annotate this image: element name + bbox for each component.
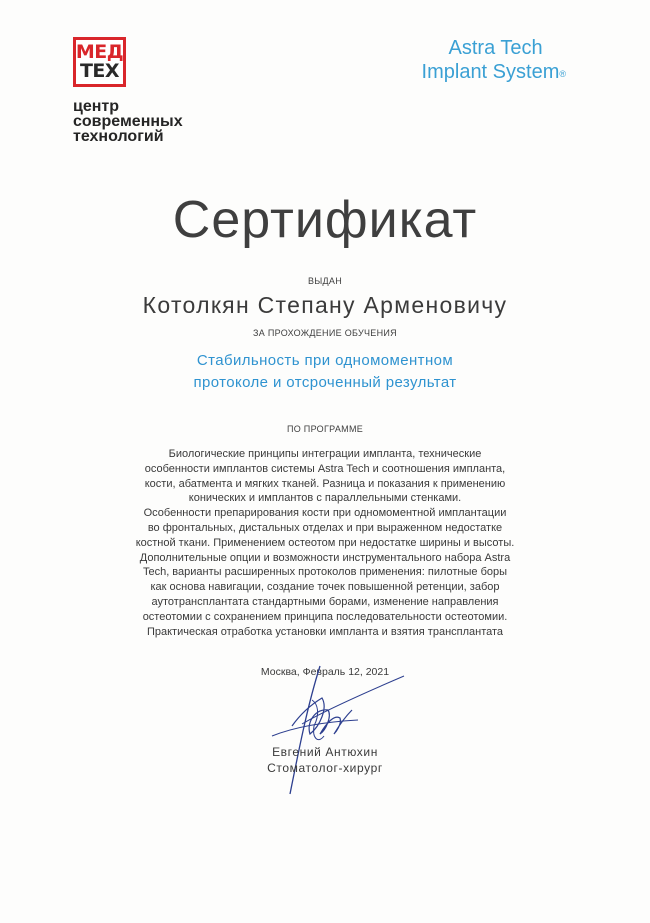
logo-text-tex: ТЕХ	[79, 60, 120, 82]
program-label: ПО ПРОГРАММЕ	[286, 424, 364, 434]
registered-mark: ®	[559, 69, 566, 79]
program-description: Биологические принципы интеграции импланта, технические особенности имплантов системы Astra Tech и соотношения импланта, кости, абатмента и мягких тканей. Разница и показания к применению конических и имплантов с параллельными стенками. Особенности препарирования кости при одномоментной имплантации во фронтальных, дистальных отделах и при выраженном недостатке костной ткани. Применением остеотом при недостатке ширины и высоты. Дополнительные опции и возможности инструментального набора Astra Tech, варианты расширенных протоколов применения: пилотные боры как основа навигации, создание точек повышенной ретенции, забор аутотрансплантата стандартными борами, изменение направления остеотомии с сохранением принципа последовательности остеотомии. Практическая отработка установки импланта и взятия трансплантата	[135, 448, 515, 638]
astra-tech-brand	[422, 36, 566, 84]
brand-line2: Implant System®	[421, 61, 566, 83]
medtech-logo	[73, 37, 183, 144]
certificate-title: Сертификат	[172, 191, 478, 249]
recipient-name: Котолкян Степану Арменовичу	[142, 292, 508, 318]
logo-subtitle: центр современных технологий	[73, 98, 183, 145]
handwritten-signature	[262, 664, 412, 804]
course-title: Стабильность при одномоментном протоколе и отсроченный результат	[193, 352, 457, 391]
for-label: ЗА ПРОХОЖДЕНИЕ ОБУЧЕНИЯ	[253, 328, 397, 338]
signer-title: Стоматолог-хирург	[267, 761, 383, 775]
brand-line1: Astra Tech	[448, 37, 543, 59]
place-date: Москва, Февраль 12, 2021	[260, 666, 390, 678]
logo-box	[73, 37, 126, 87]
signer-name: Евгений Антюхин	[272, 745, 378, 759]
signer-block	[0, 744, 650, 776]
issued-label: ВЫДАН	[307, 276, 343, 286]
logo-text-med: МЕД	[75, 41, 124, 63]
